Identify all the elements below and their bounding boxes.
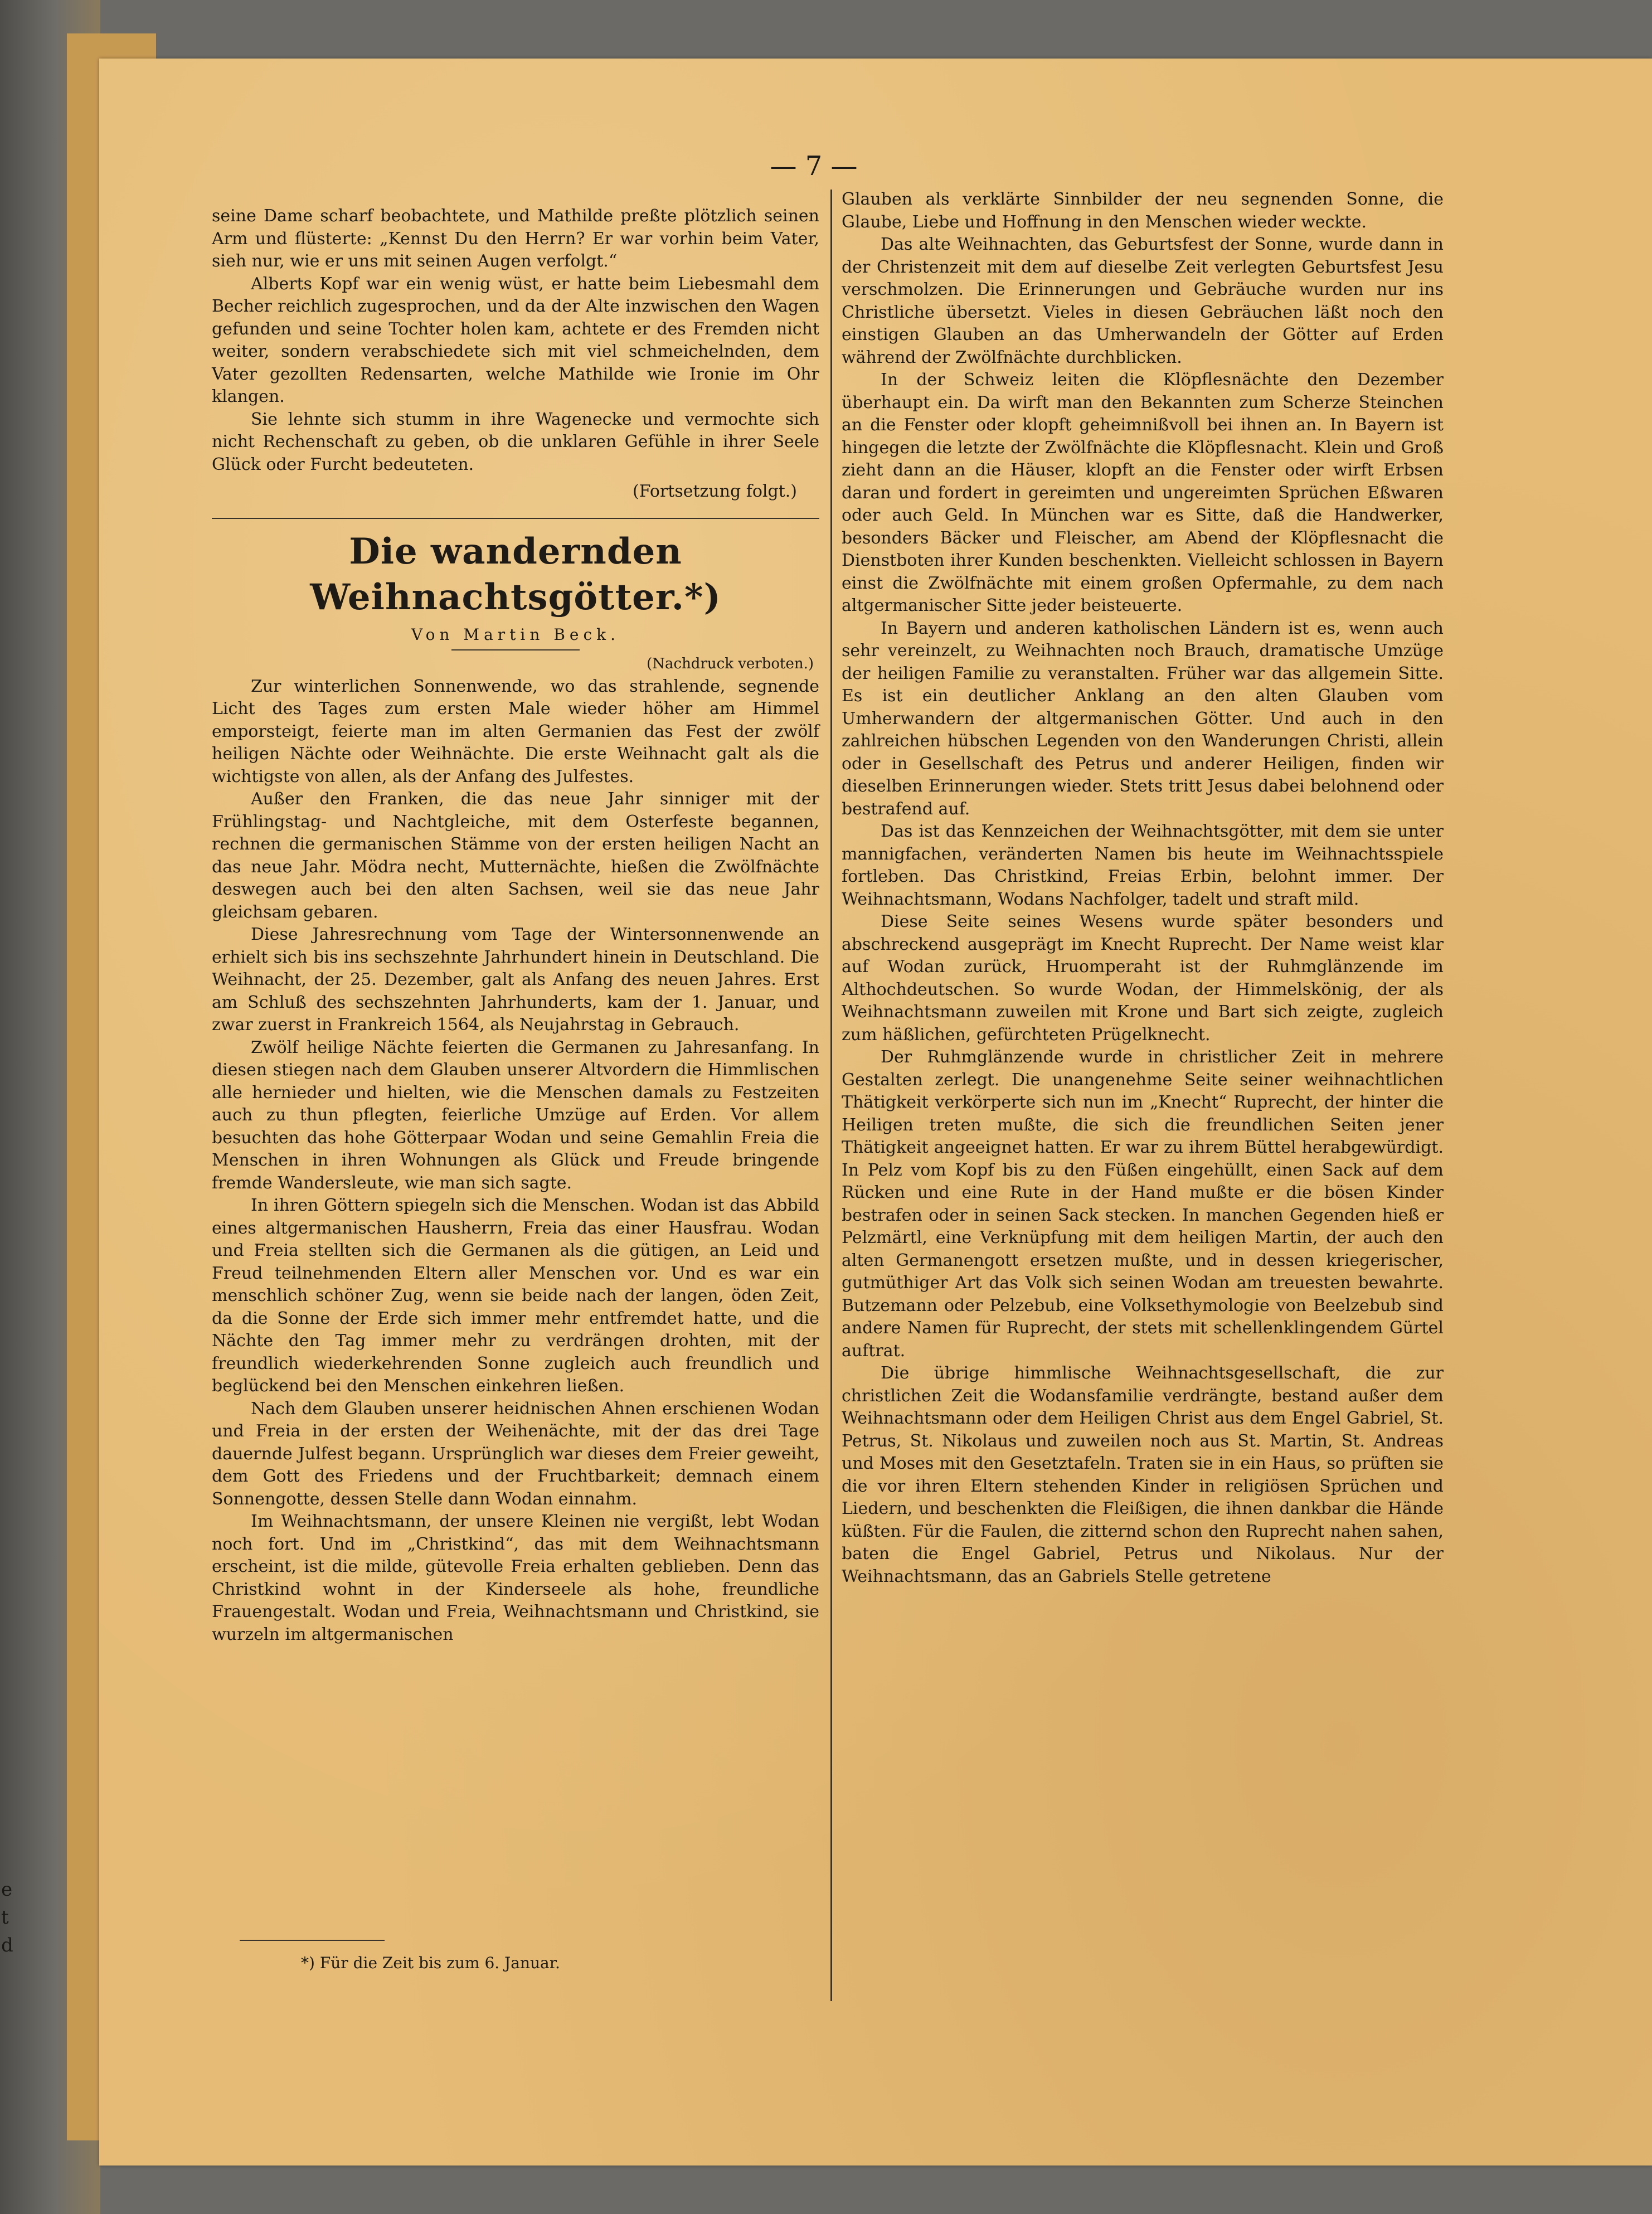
reprint-note: (Nachdruck verboten.) bbox=[647, 656, 814, 672]
article-byline: Von Martin Beck. bbox=[411, 625, 620, 644]
story-end-paragraph: Alberts Kopf war ein wenig wüst, er hatte beim Liebesmahl dem Becher reichlich zugesprochen, und da der Alte inzwischen den Wagen gefunden und seine Tochter holen kam, achtete er des Fremden nicht weiter, sondern verabschiedete sich mit viel schmeichelnden, dem Vater gezollten Redensarten, welche Mathilde wie Ironie im Ohr klangen. bbox=[212, 274, 819, 406]
right-column bbox=[842, 188, 1444, 1588]
article-paragraph: Die übrige himmlische Weihnachtsgesellschaft, die zur christlichen Zeit die Wodansfamilie verdrängte, bestand außer dem Weihnachtsmann oder dem Heiligen Christ aus dem Engel Gabriel, St. Petrus, St. Nikolaus und zuweilen noch aus St. Martin, St. Andreas und Moses mit den Gesetztafeln. Traten sie in ein Haus, so prüften sie die vor ihren Eltern stehenden Kinder in religiösen Sprüchen und Liedern, und beschenkten die Fleißigen, die ihnen dankbar die Hände küßten. Für die Faulen, die zitternd schon den Ruprecht nahen sahen, baten die Engel Gabriel, Petrus und Nikolaus. Nur der Weihnachtsmann, das an Gabriels Stelle getretene bbox=[842, 1363, 1444, 1586]
footnote: *) Für die Zeit bis zum 6. Januar. bbox=[301, 1954, 560, 1972]
margin-letter: t bbox=[1, 1906, 9, 1929]
article-paragraph: Zwölf heilige Nächte feierten die Germanen zu Jahresanfang. In diesen stiegen nach dem Glauben unserer Altvordern die Himmlischen alle hernieder und hielten, wie die Menschen damals zu Festzeiten auch zu thun pflegten, feierliche Umzüge auf Erden. Vor allem besuchten das hohe Götterpaar Wodan und seine Gemahlin Freia die Menschen in ihren Wohnungen als Glück und Freude bringende fremde Wandersleute, wie man sich sagte. bbox=[212, 1037, 819, 1193]
article-paragraph: Zur winterlichen Sonnenwende, wo das strahlende, segnende Licht des Tages zum ersten Male wieder höher am Himmel emporsteigt, feierte man im alten Germanien das Fest der zwölf heiligen Nächte oder Weihnächte. Die erste Weihnacht galt als die wichtigste von allen, als der Anfang des Julfestes. bbox=[212, 676, 819, 786]
article-paragraph: In Bayern und anderen katholischen Ländern ist es, wenn auch sehr vereinzelt, zu Weihnachten noch Brauch, dramatische Umzüge der heiligen Familie zu veranstalten. Früher war das allgemein Sitte. Es ist ein deutlicher Anklang an den alten Glauben vom Umherwandern der altgermanischen Götter. Und auch in den zahlreichen hübschen Legenden von den Wanderungen Christi, allein oder in Gesellschaft des Petrus und anderer Heiligen, finden wir dieselben Erinnerungen wieder. Stets tritt Jesus dabei belohnend oder bestrafend auf. bbox=[842, 618, 1444, 819]
article-paragraph: Im Weihnachtsmann, der unsere Kleinen nie vergißt, lebt Wodan noch fort. Und im „Christkind“, das mit dem Weihnachtsmann erscheint, ist die milde, gütevolle Freia erhalten geblieben. Denn das Christkind wohnt in der Kinderseele als hohe, freundliche Frauengestalt. Wodan und Freia, Weihnachtsmann und Christkind, sie wurzeln im altgermanischen bbox=[212, 1512, 819, 1644]
page-number: — 7 — bbox=[770, 150, 858, 182]
article-headline: Die wandernden Weihnachtsgötter.*) bbox=[310, 530, 721, 618]
column-divider bbox=[830, 190, 832, 2001]
story-end-paragraph: seine Dame scharf beobachtete, und Mathilde preßte plötzlich seinen Arm und flüsterte: „Kennst Du den Herrn? Er war vorhin beim Vater, sieh nur, wie er uns mit seinen Augen verfolgt.“ bbox=[212, 206, 819, 271]
article-paragraph: Außer den Franken, die das neue Jahr sinniger mit der Frühlingstag- und Nachtgleiche, mit dem Osterfeste begannen, rechnen die germanischen Stämme von der ersten heiligen Nacht an das neue Jahr. Mödra necht, Mutternächte, hießen die Zwölfnächte deswegen auch bei den alten Sachsen, weil sie das neue Jahr gleichsam gebaren. bbox=[212, 789, 819, 922]
left-column bbox=[212, 205, 819, 1646]
margin-letter: e bbox=[1, 1878, 13, 1901]
article-paragraph: Das ist das Kennzeichen der Weihnachtsgötter, mit dem sie unter mannigfachen, veränderten Namen bis heute im Weihnachtsspiele fortleben. Das Christkind, Freias Erbin, belohnt immer. Der Weihnachtsmann, Wodans Nachfolger, tadelt und straft mild. bbox=[842, 822, 1444, 909]
article-paragraph: Glauben als verklärte Sinnbilder der neu segnenden Sonne, die Glaube, Liebe und Hoffnung in den Menschen wieder weckte. bbox=[842, 190, 1444, 232]
article-paragraph: Diese Jahresrechnung vom Tage der Wintersonnenwende an erhielt sich bis ins sechszehnte Jahrhundert hinein in Deutschland. Die Weihnacht, der 25. Dezember, galt als Anfang des neuen Jahres. Erst am Schluß des sechszehnten Jahrhunderts, kam der 1. Januar, und zwar zuerst in Frankreich 1564, als Neujahrstag in Gebrauch. bbox=[212, 925, 819, 1035]
continuation-note: (Fortsetzung folgt.) bbox=[633, 482, 797, 501]
article-paragraph: In der Schweiz leiten die Klöpflesnächte den Dezember überhaupt ein. Da wirft man den Bekannten zum Scherze Steinchen an die Fenster oder klopft geheimnißvoll bei ihnen an. In Bayern ist hingegen die letzte der Zwölfnächte die Klöpflesnacht. Klein und Groß zieht dann an die Häuser, klopft an die Fenster oder wirft Erbsen daran und fordert in gereimten und ungereimten Sprüchen Eßwaren oder auch Geld. In München war es Sitte, daß die Handwerker, besonders Bäcker und Fleischer, am Abend der Klöpflesnacht die Dienstboten ihrer Kunden beschenkten. Vielleicht schlossen in Bayern einst die Zwölfnächte mit einem großen Opfermahle, zu dem nach altgermanischer Sitte jeder beisteuerte. bbox=[842, 370, 1444, 615]
section-divider bbox=[212, 518, 819, 519]
footnote-rule bbox=[240, 1940, 385, 1941]
story-end-paragraph: Sie lehnte sich stumm in ihre Wagenecke und vermochte sich nicht Rechenschaft zu geben, ob die unklaren Gefühle in ihrer Seele Glück oder Furcht bedeuteten. bbox=[212, 409, 819, 474]
article-paragraph: Nach dem Glauben unserer heidnischen Ahnen erschienen Wodan und Freia in der ersten der Weihenächte, mit der das drei Tage dauernde Julfest begann. Ursprünglich war dieses dem Freier geweiht, dem Gott des Friedens und der Fruchtbarkeit; demnach einem Sonnengotte, dessen Stelle dann Wodan einnahm. bbox=[212, 1399, 819, 1509]
article-paragraph: Das alte Weihnachten, das Geburtsfest der Sonne, wurde dann in der Christenzeit mit dem auf dieselbe Zeit verlegten Geburtsfest Jesu verschmolzen. Die Erinnerungen und Gebräuche wurden nur ins Christliche übersetzt. Vieles in diesen Gebräuchen läßt noch den einstigen Glauben an das Umherwandeln der Götter auf Erden während der Zwölfnächte durchblicken. bbox=[842, 235, 1444, 367]
byline-rule bbox=[451, 649, 580, 650]
article-paragraph: Der Ruhmglänzende wurde in christlicher Zeit in mehrere Gestalten zerlegt. Die unangenehme Seite seiner weihnachtlichen Thätigkeit verkörperte sich nun im „Knecht“ Ruprecht, der hinter die Heiligen treten mußte, die sich die freundlichen Seiten jener Thätigkeit angeeignet hatten. Er war zu ihrem Büttel herabgewürdigt. In Pelz vom Kopf bis zu den Füßen eingehüllt, einen Sack auf dem Rücken und eine Rute in der Hand mußte er die bösen Kinder bestrafen oder in seinen Sack stecken. In manchen Gegenden hieß er Pelzmärtl, eine Verknüpfung mit dem heiligen Martin, der auch den alten Germanengott ersetzen mußte, und in dessen kriegerischer, gutmüthiger Art das Volk sich seinen Wodan am treuesten bewahrte. Butzemann oder Pelzebub, eine Volksethymologie von Beelzebub sind andere Namen für Ruprecht, der stets mit schellenklingendem Gürtel auftrat. bbox=[842, 1047, 1444, 1361]
article-paragraph: Diese Seite seines Wesens wurde später besonders und abschreckend ausgeprägt im Knecht Ruprecht. Der Name weist klar auf Wodan zurück, Hruomperaht ist der Ruhmglänzende im Althochdeutschen. So wurde Wodan, der Himmelskönig, der als Weihnachtsmann zuweilen mit Krone und Bart sich zeigte, zugleich zum häßlichen, gefürchteten Prügelknecht. bbox=[842, 912, 1444, 1045]
margin-letter: d bbox=[1, 1934, 13, 1956]
article-paragraph: In ihren Göttern spiegeln sich die Menschen. Wodan ist das Abbild eines altgermanischen Hausherrn, Freia das einer Hausfrau. Wodan und Freia stellten sich die Germanen als die gütigen, an Leid und Freud teilnehmenden Eltern aller Menschen vor. Und es war ein menschlich schöner Zug, wenn sie beide nach der langen, öden Zeit, da die Sonne der Erde sich immer mehr entfremdet hatte, und die Nächte den Tag immer mehr zu verdrängen drohten, mit der freundlich wiederkehrenden Sonne zugleich auch freundlich und beglückend bei den Menschen einkehren ließen. bbox=[212, 1196, 819, 1396]
